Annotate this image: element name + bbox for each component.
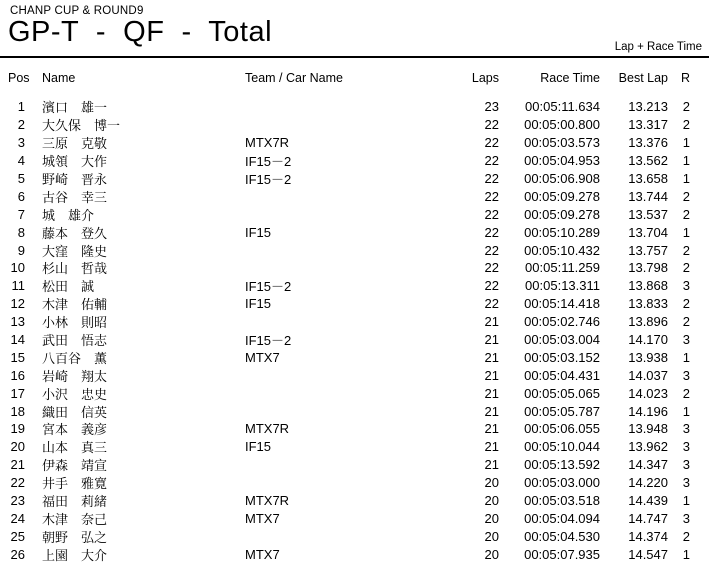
cell-name: 井手 雅寛 bbox=[42, 476, 108, 492]
cell-laps: 20 bbox=[484, 528, 499, 544]
table-row bbox=[0, 509, 709, 527]
event-name: CHANP CUP & ROUND9 bbox=[10, 5, 144, 17]
cell-pos: 9 bbox=[17, 242, 25, 258]
cell-name: 城 雄介 bbox=[42, 207, 95, 223]
cell-best-lap: 14.170 bbox=[628, 332, 668, 348]
cell-laps: 22 bbox=[484, 171, 499, 186]
cell-best-lap: 13.562 bbox=[628, 153, 668, 169]
cell-r: 3 bbox=[682, 332, 690, 348]
cell-race-time: 00:05:04.530 bbox=[524, 528, 600, 544]
cell-laps: 22 bbox=[484, 117, 499, 133]
column-header-best-lap: Best Lap bbox=[618, 71, 668, 85]
table-row bbox=[0, 492, 709, 510]
cell-laps: 20 bbox=[484, 546, 499, 562]
cell-pos: 2 bbox=[17, 117, 25, 133]
cell-race-time: 00:05:10.432 bbox=[524, 242, 600, 258]
cell-best-lap: 14.220 bbox=[628, 475, 668, 491]
cell-r: 3 bbox=[682, 439, 690, 455]
cell-team: MTX7R bbox=[245, 421, 290, 437]
cell-race-time: 00:05:10.289 bbox=[524, 224, 600, 240]
cell-name: 松田 誠 bbox=[42, 279, 95, 295]
cell-name: 三原 克敬 bbox=[42, 136, 108, 152]
cell-team: IF15 bbox=[245, 296, 272, 312]
cell-name: 木津 佑輔 bbox=[42, 297, 108, 313]
cell-r: 3 bbox=[682, 421, 690, 437]
cell-pos: 17 bbox=[10, 385, 25, 401]
cell-pos: 25 bbox=[10, 528, 25, 544]
cell-best-lap: 13.798 bbox=[628, 260, 668, 276]
cell-laps: 22 bbox=[484, 278, 499, 294]
cell-race-time: 00:05:03.573 bbox=[524, 135, 600, 151]
column-header-pos: Pos bbox=[8, 71, 30, 85]
cell-race-time: 00:05:03.152 bbox=[524, 349, 600, 365]
table-row bbox=[0, 241, 709, 259]
cell-r: 2 bbox=[682, 260, 690, 276]
table-row bbox=[0, 187, 709, 205]
table-row bbox=[0, 527, 709, 545]
cell-best-lap: 13.757 bbox=[628, 242, 668, 258]
cell-pos: 26 bbox=[10, 546, 25, 562]
table-row bbox=[0, 223, 709, 241]
cell-pos: 15 bbox=[10, 349, 25, 365]
cell-race-time: 00:05:09.278 bbox=[524, 188, 600, 204]
cell-laps: 21 bbox=[484, 403, 499, 419]
cell-r: 2 bbox=[682, 206, 690, 222]
cell-r: 2 bbox=[682, 117, 690, 133]
table-row bbox=[0, 420, 709, 438]
table-row bbox=[0, 152, 709, 170]
cell-laps: 21 bbox=[484, 367, 499, 383]
cell-race-time: 00:05:11.259 bbox=[525, 260, 600, 276]
cell-race-time: 00:05:02.746 bbox=[524, 314, 600, 330]
table-row bbox=[0, 259, 709, 277]
cell-race-time: 00:05:14.418 bbox=[524, 296, 600, 312]
cell-r: 1 bbox=[682, 224, 690, 240]
cell-r: 3 bbox=[682, 457, 690, 473]
cell-best-lap: 14.347 bbox=[628, 457, 668, 473]
table-row bbox=[0, 366, 709, 384]
table-body bbox=[0, 98, 709, 563]
cell-pos: 10 bbox=[10, 260, 25, 276]
cell-pos: 1 bbox=[17, 99, 25, 115]
cell-laps: 22 bbox=[484, 135, 499, 151]
cell-team: MTX7 bbox=[245, 349, 280, 365]
cell-race-time: 00:05:09.278 bbox=[524, 206, 600, 222]
cell-best-lap: 13.704 bbox=[628, 224, 668, 240]
cell-pos: 7 bbox=[17, 206, 25, 222]
cell-race-time: 00:05:03.004 bbox=[524, 332, 600, 348]
cell-pos: 3 bbox=[17, 135, 25, 151]
cell-laps: 20 bbox=[484, 510, 499, 526]
cell-pos: 24 bbox=[10, 510, 25, 526]
cell-best-lap: 13.376 bbox=[628, 135, 668, 151]
cell-best-lap: 14.023 bbox=[628, 385, 668, 401]
cell-best-lap: 14.374 bbox=[628, 528, 668, 544]
cell-laps: 21 bbox=[484, 349, 499, 365]
cell-laps: 22 bbox=[484, 242, 499, 258]
cell-pos: 20 bbox=[10, 439, 25, 455]
title-divider bbox=[0, 56, 709, 58]
cell-r: 2 bbox=[682, 296, 690, 312]
cell-team: IF15－2 bbox=[245, 333, 292, 349]
cell-laps: 22 bbox=[484, 188, 499, 204]
cell-team: IF15－2 bbox=[245, 172, 292, 188]
cell-race-time: 00:05:03.518 bbox=[524, 493, 600, 509]
column-header-laps: Laps bbox=[471, 71, 499, 85]
cell-best-lap: 13.948 bbox=[628, 421, 668, 437]
cell-name: 宮本 義彦 bbox=[42, 422, 108, 438]
cell-r: 2 bbox=[682, 385, 690, 401]
cell-name: 杉山 哲哉 bbox=[42, 261, 108, 277]
cell-race-time: 00:05:10.044 bbox=[524, 439, 600, 455]
cell-pos: 19 bbox=[10, 421, 25, 437]
cell-best-lap: 13.317 bbox=[628, 117, 668, 133]
table-row bbox=[0, 331, 709, 349]
cell-pos: 4 bbox=[17, 153, 25, 169]
cell-best-lap: 13.658 bbox=[628, 171, 668, 186]
cell-laps: 20 bbox=[484, 493, 499, 509]
cell-best-lap: 14.547 bbox=[628, 546, 668, 562]
table-row bbox=[0, 384, 709, 402]
page-title: GP-T - QF - Total bbox=[8, 16, 273, 48]
cell-race-time: 00:05:04.431 bbox=[524, 367, 600, 383]
table-row bbox=[0, 277, 709, 295]
cell-best-lap: 14.747 bbox=[628, 510, 668, 526]
cell-pos: 6 bbox=[17, 188, 25, 204]
cell-pos: 12 bbox=[10, 296, 25, 312]
cell-team: IF15 bbox=[245, 224, 272, 240]
cell-name: 濱口 雄一 bbox=[42, 100, 108, 116]
cell-team: IF15－2 bbox=[245, 154, 292, 170]
cell-best-lap: 13.213 bbox=[628, 99, 668, 115]
cell-laps: 21 bbox=[484, 385, 499, 401]
table-row bbox=[0, 545, 709, 563]
cell-race-time: 00:05:13.311 bbox=[525, 278, 600, 294]
cell-r: 1 bbox=[682, 349, 690, 365]
cell-team: MTX7R bbox=[245, 493, 290, 509]
cell-race-time: 00:05:04.094 bbox=[524, 510, 600, 526]
cell-best-lap: 13.537 bbox=[628, 206, 668, 222]
table-row bbox=[0, 456, 709, 474]
cell-race-time: 00:05:05.787 bbox=[524, 403, 600, 419]
cell-r: 1 bbox=[682, 135, 690, 151]
cell-race-time: 00:05:06.055 bbox=[524, 421, 600, 437]
cell-pos: 14 bbox=[10, 332, 25, 348]
column-header-r: R bbox=[680, 71, 690, 85]
table-row bbox=[0, 474, 709, 492]
cell-r: 1 bbox=[682, 403, 690, 419]
cell-name: 木津 奈己 bbox=[42, 511, 108, 527]
cell-r: 3 bbox=[682, 510, 690, 526]
table-row bbox=[0, 170, 709, 188]
cell-race-time: 00:05:06.908 bbox=[524, 171, 600, 186]
cell-pos: 13 bbox=[10, 314, 25, 330]
table-row bbox=[0, 134, 709, 152]
cell-laps: 23 bbox=[484, 99, 499, 115]
cell-best-lap: 13.868 bbox=[628, 278, 668, 294]
cell-r: 2 bbox=[682, 242, 690, 258]
cell-race-time: 00:05:03.000 bbox=[524, 475, 600, 491]
cell-laps: 21 bbox=[484, 314, 499, 330]
cell-best-lap: 14.196 bbox=[628, 403, 668, 419]
cell-name: 山本 真三 bbox=[42, 440, 108, 456]
cell-pos: 8 bbox=[17, 224, 25, 240]
cell-laps: 21 bbox=[484, 439, 499, 455]
cell-name: 城領 大作 bbox=[42, 154, 108, 170]
cell-best-lap: 14.037 bbox=[628, 367, 668, 383]
cell-r: 1 bbox=[682, 171, 690, 186]
cell-race-time: 00:05:00.800 bbox=[524, 117, 600, 133]
table-header-row bbox=[0, 70, 709, 86]
table-row bbox=[0, 402, 709, 420]
cell-name: 藤本 登久 bbox=[42, 225, 108, 241]
cell-race-time: 00:05:05.065 bbox=[524, 385, 600, 401]
cell-r: 1 bbox=[682, 493, 690, 509]
column-header-team: Team / Car Name bbox=[245, 71, 343, 85]
cell-pos: 18 bbox=[10, 403, 25, 419]
cell-name: 野崎 晋永 bbox=[42, 172, 108, 188]
table-row bbox=[0, 348, 709, 366]
cell-r: 2 bbox=[682, 99, 690, 115]
table-row bbox=[0, 313, 709, 331]
column-header-name: Name bbox=[42, 71, 76, 85]
cell-pos: 21 bbox=[10, 457, 25, 473]
cell-name: 小林 則昭 bbox=[42, 315, 108, 331]
cell-best-lap: 13.896 bbox=[628, 314, 668, 330]
table-row bbox=[0, 116, 709, 134]
cell-laps: 21 bbox=[484, 457, 499, 473]
cell-team: IF15 bbox=[245, 439, 272, 455]
cell-r: 3 bbox=[682, 475, 690, 491]
cell-team: MTX7 bbox=[245, 510, 280, 526]
table-row bbox=[0, 438, 709, 456]
cell-pos: 22 bbox=[10, 475, 25, 491]
cell-name: 朝野 弘之 bbox=[42, 529, 108, 545]
cell-name: 大窪 隆史 bbox=[42, 243, 108, 259]
cell-laps: 22 bbox=[484, 206, 499, 222]
cell-r: 1 bbox=[682, 153, 690, 169]
cell-r: 3 bbox=[682, 367, 690, 383]
cell-name: 上園 大介 bbox=[42, 547, 108, 563]
cell-r: 3 bbox=[682, 278, 690, 294]
cell-best-lap: 13.744 bbox=[628, 188, 668, 204]
cell-team: MTX7R bbox=[245, 135, 290, 151]
cell-name: 武田 悟志 bbox=[42, 333, 108, 349]
cell-r: 2 bbox=[682, 314, 690, 330]
cell-best-lap: 13.938 bbox=[628, 349, 668, 365]
cell-name: 福田 莉緒 bbox=[42, 494, 108, 510]
cell-laps: 22 bbox=[484, 260, 499, 276]
cell-best-lap: 13.962 bbox=[628, 439, 668, 455]
cell-race-time: 00:05:07.935 bbox=[524, 546, 600, 562]
cell-laps: 21 bbox=[484, 332, 499, 348]
cell-r: 2 bbox=[682, 188, 690, 204]
cell-pos: 11 bbox=[11, 278, 25, 294]
table-row bbox=[0, 295, 709, 313]
cell-race-time: 00:05:11.634 bbox=[525, 99, 600, 115]
cell-laps: 22 bbox=[484, 224, 499, 240]
cell-name: 織田 信英 bbox=[42, 404, 108, 420]
cell-name: 小沢 忠史 bbox=[42, 386, 108, 402]
table-row bbox=[0, 205, 709, 223]
results-table bbox=[0, 70, 709, 563]
cell-team: IF15－2 bbox=[245, 279, 292, 295]
cell-team: MTX7 bbox=[245, 546, 280, 562]
cell-name: 大久保 博一 bbox=[42, 118, 121, 134]
cell-pos: 23 bbox=[10, 493, 25, 509]
cell-best-lap: 13.833 bbox=[628, 296, 668, 312]
cell-laps: 22 bbox=[484, 296, 499, 312]
cell-name: 古谷 幸三 bbox=[42, 189, 108, 205]
cell-r: 1 bbox=[682, 546, 690, 562]
column-header-race-time: Race Time bbox=[540, 71, 600, 85]
cell-race-time: 00:05:04.953 bbox=[524, 153, 600, 169]
cell-best-lap: 14.439 bbox=[628, 493, 668, 509]
cell-name: 岩崎 翔太 bbox=[42, 368, 108, 384]
cell-race-time: 00:05:13.592 bbox=[524, 457, 600, 473]
cell-laps: 20 bbox=[484, 475, 499, 491]
table-row bbox=[0, 98, 709, 116]
cell-laps: 22 bbox=[484, 153, 499, 169]
cell-laps: 21 bbox=[484, 421, 499, 437]
timing-mode-label: Lap + Race Time bbox=[614, 41, 702, 53]
cell-pos: 16 bbox=[10, 367, 25, 383]
cell-pos: 5 bbox=[17, 171, 25, 186]
cell-name: 八百谷 薫 bbox=[42, 350, 108, 366]
cell-name: 伊森 靖宣 bbox=[42, 458, 108, 474]
cell-r: 2 bbox=[682, 528, 690, 544]
